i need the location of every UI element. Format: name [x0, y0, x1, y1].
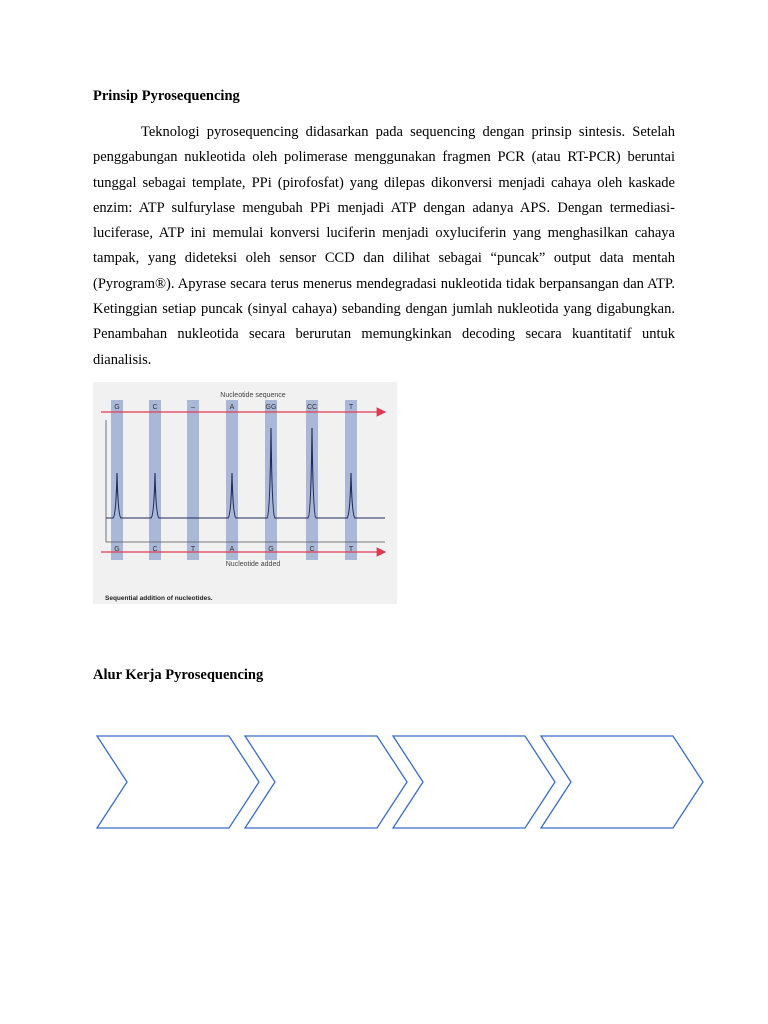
added-label: A [229, 546, 235, 553]
paragraph-text: Teknologi pyrosequencing didasarkan pada sequencing dengan prinsip sintesis. Setelah penggabungan nukleotida oleh polimerase menggunakan fragmen PCR (atau RT-PCR) beruntai tunggal sebagai template, PPi (pirofosfat) yang dilepas dikonversi menjadi cahaya oleh kaskade enzim: ATP sulfurylase mengubah PPi menjadi ATP dengan adanya APS. Dengan termediasi-luciferase, ATP ini memulai konversi luciferin menjadi oxyluciferin yang menghasilkan cahaya tampak, yang dideteksi oleh sensor CCD dan dilihat sebagai “puncak” output data mentah (Pyrogram®). Apyrase secara terus menerus mendegradasi nukleotida tidak berpansangan dan ATP. Ketinggian setiap puncak (sinyal cahaya) sebanding dengan jumlah nukleotida yang digabungkan. Penambahan nukleotida secara berurutan memungkinkan decoding secara kuantitatif untuk dianalisis. [93, 124, 675, 368]
body-paragraph [93, 120, 675, 373]
figure-caption: Sequential addition of nucleotides. [105, 595, 213, 602]
sequence-label: T [348, 404, 354, 411]
added-label: C [152, 546, 158, 553]
workflow-step-chevron [245, 736, 407, 828]
sequence-label: CC [306, 404, 318, 411]
added-label: C [309, 546, 315, 553]
sequence-label: C [152, 404, 158, 411]
pyrogram-diagram [93, 382, 397, 604]
added-label: G [114, 546, 120, 553]
workflow-step-chevron [393, 736, 555, 828]
workflow-step-chevron [541, 736, 703, 828]
sequence-label: – [191, 404, 195, 411]
workflow-step-chevron [97, 736, 259, 828]
nucleotide-band [306, 400, 318, 560]
added-label: T [190, 546, 196, 553]
nucleotide-band [187, 400, 199, 560]
pyrogram-figure [93, 382, 397, 604]
nucleotide-added-label: Nucleotide added [225, 561, 281, 568]
sequence-label: G [114, 404, 120, 411]
pyrogram-trace [106, 428, 385, 518]
sequence-label: GG [265, 404, 277, 411]
nucleotide-band [265, 400, 277, 560]
sequence-label: A [229, 404, 235, 411]
section-title-prinsip: Prinsip Pyrosequencing [93, 88, 240, 104]
section-title-alur-kerja: Alur Kerja Pyrosequencing [93, 667, 264, 683]
workflow-chevrons [93, 732, 713, 832]
added-label: T [348, 546, 354, 553]
nucleotide-sequence-label: Nucleotide sequence [220, 392, 286, 399]
added-label: G [268, 546, 274, 553]
